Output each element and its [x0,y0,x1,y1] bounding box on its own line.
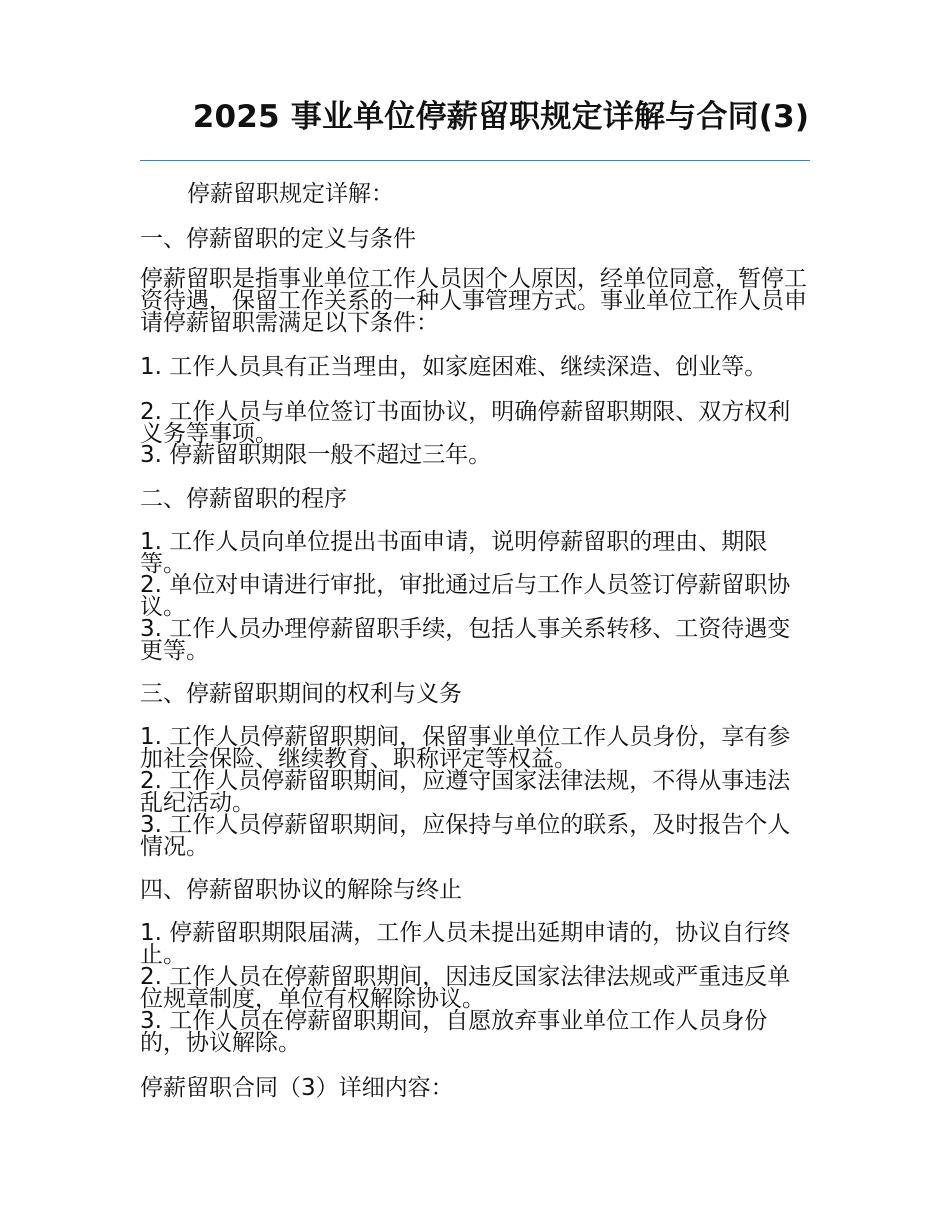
section-3-item-3: 3. 工作人员停薪留职期间，应保持与单位的联系，及时报告个人情况。 [140,812,791,860]
section-2-item-2: 2. 单位对申请进行审批，审批通过后与工作人员签订停薪留职协议。 [140,572,791,620]
section-heading-3: 三、停薪留职期间的权利与义务 [140,681,462,707]
section-2-item-1: 1. 工作人员向单位提出书面申请，说明停薪留职的理由、期限等。 [140,529,768,577]
section-heading-4: 四、停薪留职协议的解除与终止 [140,877,462,903]
section-1-paragraph: 停薪留职是指事业单位工作人员因个人原因，经单位同意，暂停工资待遇，保留工作关系的一种人事管理方式。事业单位工作人员申请停薪留职需满足以下条件： [140,266,807,336]
contract-heading: 停薪留职合同（3）详细内容： [140,1075,454,1101]
section-3-item-2: 2. 工作人员停薪留职期间，应遵守国家法律法规，不得从事违法乱纪活动。 [140,768,791,816]
section-3-item-1: 1. 工作人员停薪留职期间，保留事业单位工作人员身份，享有参加社会保险、继续教育、职称评定等权益。 [140,724,791,772]
section-heading-1: 一、停薪留职的定义与条件 [140,226,416,252]
section-4-item-1: 1. 停薪留职期限届满，工作人员未提出延期申请的，协议自行终止。 [140,920,791,968]
section-1-item-3: 3. 停薪留职期限一般不超过三年。 [140,442,492,468]
section-heading-2: 二、停薪留职的程序 [140,486,347,512]
section-4-item-2: 2. 工作人员在停薪留职期间，因违反国家法律法规或严重违反单位规章制度，单位有权解除协议。 [140,964,791,1012]
section-4-item-3: 3. 工作人员在停薪留职期间，自愿放弃事业单位工作人员身份的，协议解除。 [140,1008,768,1056]
title-underline [140,160,810,161]
section-1-item-2: 2. 工作人员与单位签订书面协议，明确停薪留职期限、双方权利义务等事项。 [140,399,791,447]
section-1-item-1: 1. 工作人员具有正当理由，如家庭困难、继续深造、创业等。 [140,354,768,380]
section-2-item-3: 3. 工作人员办理停薪留职手续，包括人事关系转移、工资待遇变更等。 [140,616,791,664]
page-title: 2025 事业单位停薪留职规定详解与合同(3) [192,99,810,135]
intro-heading: 停薪留职规定详解： [187,181,394,207]
